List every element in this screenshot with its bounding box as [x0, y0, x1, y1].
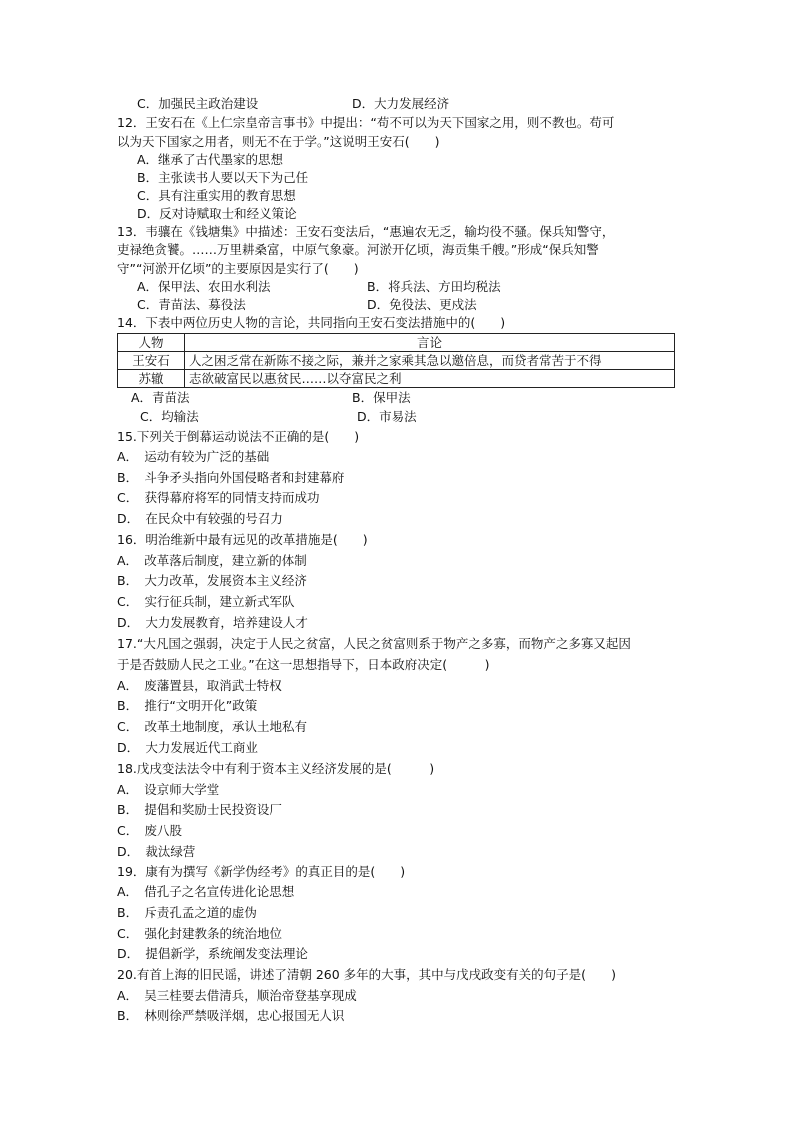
table-row	[118, 370, 675, 388]
q13-option-d: D．免役法、更戍法	[367, 297, 477, 312]
q12-option-a: A．继承了古代墨家的思想	[137, 152, 284, 167]
q18-stem: 18.戊戌变法法令中有利于资本主义经济发展的是( )	[117, 761, 435, 776]
table-cell-speech: 人之困乏常在新陈不接之际，兼并之家乘其急以邀倍息，而贷者常苦于不得	[185, 352, 675, 370]
q17-stem-line-2: 于是否鼓励人民之工业。”在这一思想指导下，日本政府决定( )	[117, 657, 490, 672]
q18-option-c: C． 废八股	[117, 823, 182, 838]
q15-option-c: C． 获得幕府将军的同情支持而成功	[117, 490, 320, 505]
q17-option-d: D． 大力发展近代工商业	[117, 740, 258, 755]
q19-stem: 19．康有为撰写《新学伪经考》的真正目的是( )	[117, 864, 406, 879]
q16-option-d: D． 大力发展教育，培养建设人才	[117, 615, 308, 630]
q15-option-a: A． 运动有较为广泛的基础	[117, 449, 270, 464]
q17-option-b: B． 推行“文明开化”政策	[117, 698, 258, 713]
q16-option-b: B． 大力改革，发展资本主义经济	[117, 573, 307, 588]
q12-option-b: B．主张读书人要以天下为己任	[137, 170, 309, 185]
q14-option-b: B．保甲法	[352, 390, 411, 405]
table-cell-person: 苏辙	[118, 370, 185, 388]
q13-stem-line-2: 吏禄绝贪饕。……万里耕桑富，中原气象豪。河淤开亿顷，海贡集千艘。”形成“保兵知警	[117, 242, 599, 257]
q17-stem-line-1: 17.“大凡国之强弱，决定于人民之贫富，人民之贫富则系于物产之多寡，而物产之多寡又起因	[117, 636, 631, 651]
q18-option-a: A． 设京师大学堂	[117, 782, 220, 797]
q17-option-a: A． 废藩置县，取消武士特权	[117, 678, 282, 693]
table-cell-person: 王安石	[118, 352, 185, 370]
q14-quote-table	[117, 333, 675, 388]
table-header-speech: 言论	[185, 334, 675, 352]
q13-option-b: B．将兵法、方田均税法	[367, 279, 501, 294]
q15-option-b: B． 斗争矛头指向外国侵略者和封建幕府	[117, 470, 345, 485]
q15-option-d: D． 在民众中有较强的号召力	[117, 511, 283, 526]
q12-option-d: D．反对诗赋取士和经义策论	[137, 206, 297, 221]
table-header-person: 人物	[118, 334, 185, 352]
q19-option-a: A． 借孔子之名宣传进化论思想	[117, 884, 295, 899]
q12-stem-line-1: 12．王安石在《上仁宗皇帝言事书》中提出：“苟不可以为天下国家之用，则不教也。苟可	[117, 115, 615, 130]
q11-option-c: C．加强民主政治建设	[137, 96, 259, 111]
q13-stem-line-1: 13．韦骧在《钱塘集》中描述：王安石变法后，“惠遍农无乏，输均役不骚。保兵知警守，	[117, 224, 615, 239]
q13-stem-line-3: 守”“河淤开亿顷”的主要原因是实行了( )	[117, 261, 359, 276]
q19-option-d: D． 提倡新学，系统阐发变法理论	[117, 946, 308, 961]
q19-option-c: C． 强化封建教条的统治地位	[117, 926, 282, 941]
q19-option-b: B． 斥责孔孟之道的虚伪	[117, 905, 257, 920]
q18-option-b: B． 提倡和奖励士民投资设厂	[117, 802, 282, 817]
q17-option-c: C． 改革土地制度，承认土地私有	[117, 719, 307, 734]
q13-option-a: A．保甲法、农田水利法	[137, 279, 271, 294]
q16-option-a: A． 改革落后制度，建立新的体制	[117, 553, 307, 568]
q12-stem-line-2: 以为天下国家之用者，则无不在于学。”这说明王安石( )	[117, 134, 440, 149]
table-header-row	[118, 334, 675, 352]
table-row	[118, 352, 675, 370]
q12-option-c: C．具有注重实用的教育思想	[137, 188, 296, 203]
q11-option-d: D．大力发展经济	[352, 96, 450, 111]
q20-stem: 20.有首上海的旧民谣，讲述了清朝 260 多年的大事，其中与戊戌政变有关的句子是( )	[117, 967, 616, 982]
q15-stem: 15.下列关于倒幕运动说法不正确的是( )	[117, 429, 360, 444]
q14-option-c: C．均输法	[140, 409, 199, 424]
q13-option-c: C．青苗法、募役法	[137, 297, 246, 312]
table-cell-speech: 志欲破富民以惠贫民……以夺富民之利	[185, 370, 675, 388]
q18-option-d: D． 裁汰绿营	[117, 844, 196, 859]
q14-stem: 14．下表中两位历史人物的言论，共同指向王安石变法措施中的( )	[117, 315, 506, 330]
q14-option-a: A．青苗法	[131, 390, 190, 405]
q16-stem: 16．明治维新中最有远见的改革措施是( )	[117, 532, 368, 547]
q20-option-a: A． 吴三桂要去借清兵，顺治帝登基享现成	[117, 988, 357, 1003]
q14-option-d: D．市易法	[357, 409, 417, 424]
q20-option-b: B． 林则徐严禁吸洋烟，忠心报国无人识	[117, 1008, 345, 1023]
q16-option-c: C． 实行征兵制，建立新式军队	[117, 594, 295, 609]
